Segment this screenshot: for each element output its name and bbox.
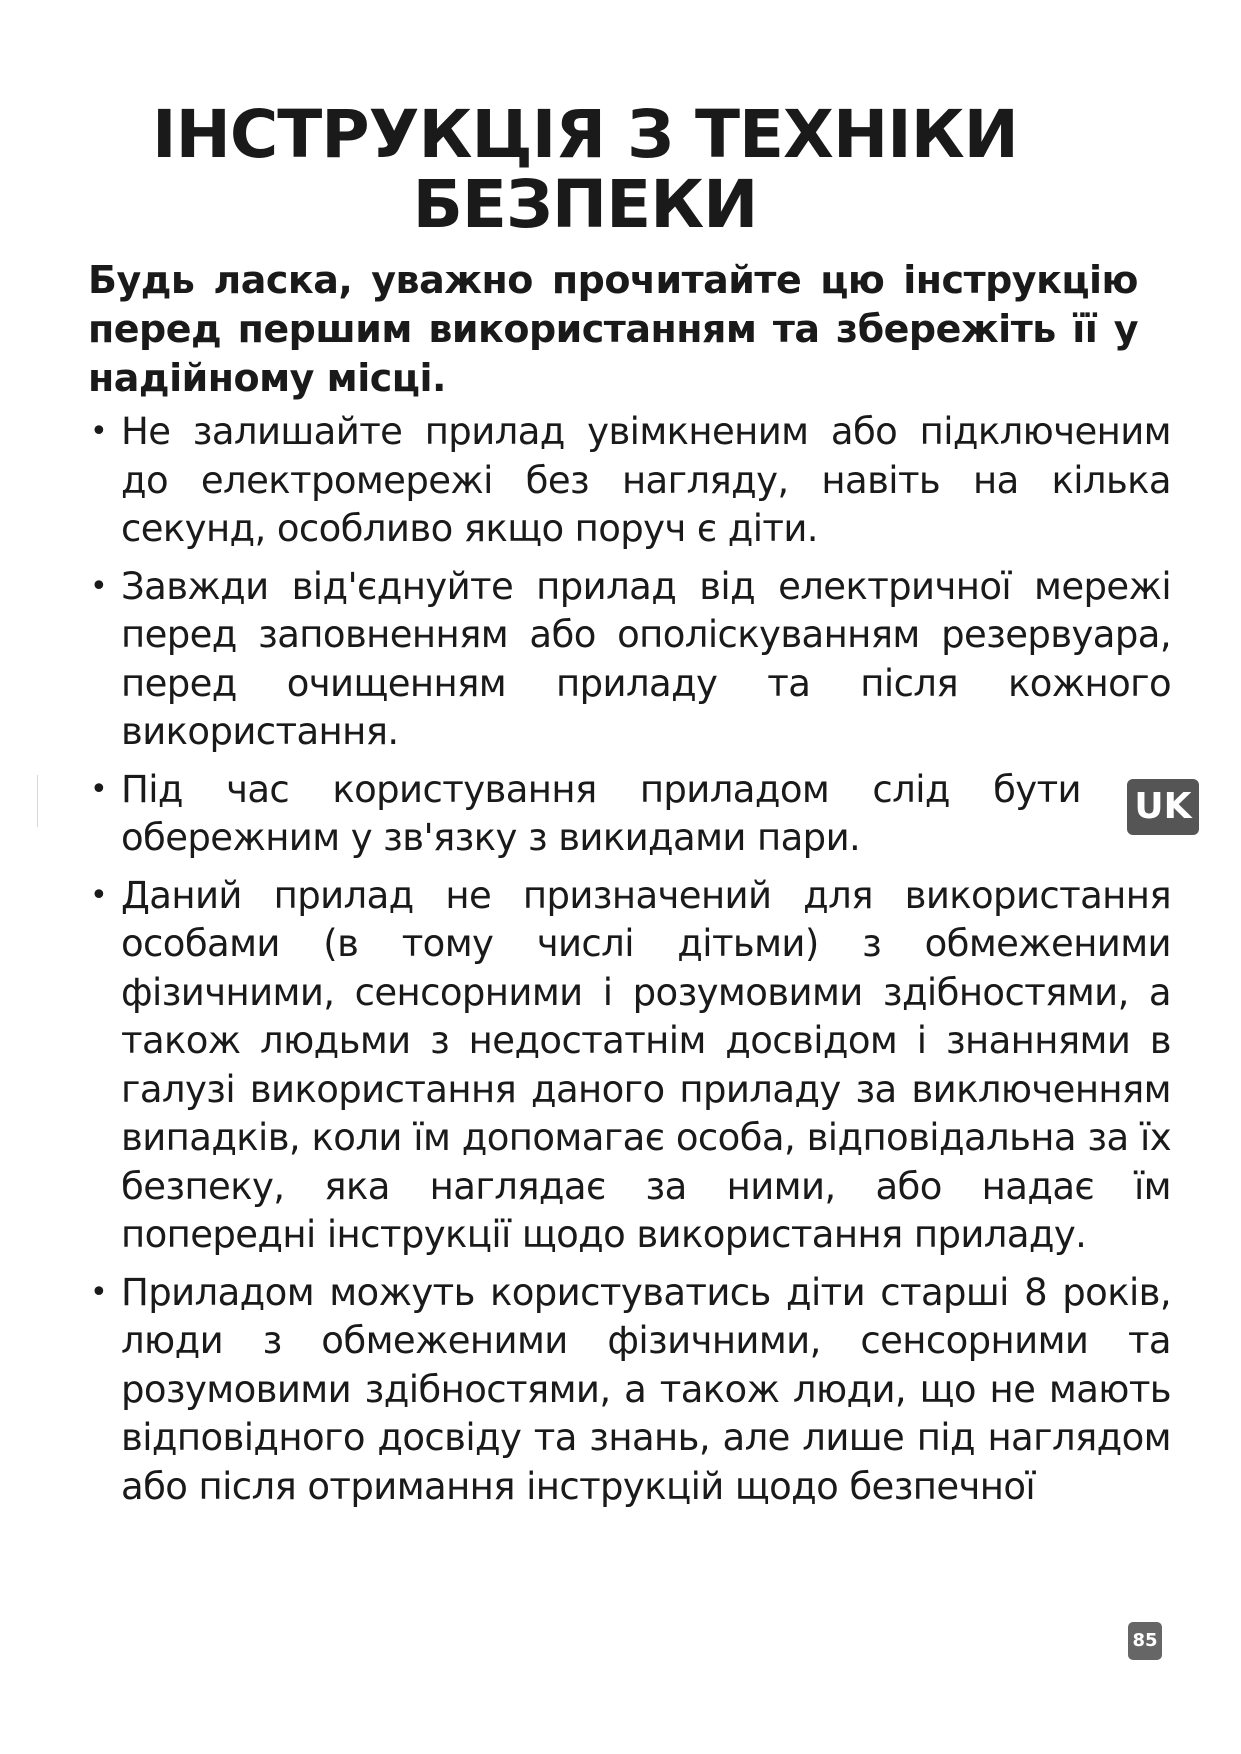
page-title (0, 96, 1170, 243)
list-item (88, 563, 1171, 757)
list-item (88, 408, 1171, 554)
page-number: 85 (1128, 1622, 1162, 1660)
bullet-icon: • (90, 1274, 108, 1310)
list-item (88, 1269, 1171, 1512)
list-item (88, 766, 1081, 863)
bullet-icon: • (90, 771, 108, 807)
language-badge: UK (1127, 779, 1199, 835)
bullet-icon: • (90, 877, 108, 913)
list-item-text: Не залишайте прилад увімкненим або підключеним до електромережі без нагляду, навіть на кілька секунд, особливо якщо поруч є діти. (121, 410, 1171, 550)
title-line-1: ІНСТРУКЦІЯ З ТЕХНІКИ (152, 96, 1018, 173)
list-item-text: Даний прилад не призначений для використання особами (в тому числі дітьми) з обмеженими фізичними, сенсорними і розумовими здібностями, а також людьми з недостатнім досвідом і знаннями в галузі використання даного приладу за виключенням випадків, коли їм допомагає особа, відповідальна за їх безпеку, яка наглядає за ними, або надає їм попередні інструкції щодо використання приладу. (121, 873, 1171, 1256)
list-item (88, 872, 1171, 1260)
title-line-2: БЕЗПЕКИ (412, 166, 758, 243)
safety-instructions-list (88, 408, 1208, 1520)
bullet-icon: • (90, 568, 108, 604)
list-item-text: Завжди від'єднуйте прилад від електричної мережі перед заповненням або ополіскуванням резервуара, перед очищенням приладу та після кожного використання. (121, 564, 1171, 753)
list-item-text: Під час користування приладом слід бути обережним у зв'язку з викидами пари. (121, 767, 1081, 859)
bullet-icon: • (90, 414, 108, 449)
intro-paragraph: Будь ласка, уважно прочитайте цю інструкцію перед першим використанням та збережіть її у надійному місці. (88, 258, 1138, 400)
margin-mark (37, 775, 38, 827)
list-item-text: Приладом можуть користуватись діти старші 8 років, люди з обмеженими фізичними, сенсорними та розумовими здібностями, а також люди, що не мають відповідного досвіду та знань, але лише під наглядом або після отримання інструкцій щодо безпечної (121, 1270, 1171, 1508)
